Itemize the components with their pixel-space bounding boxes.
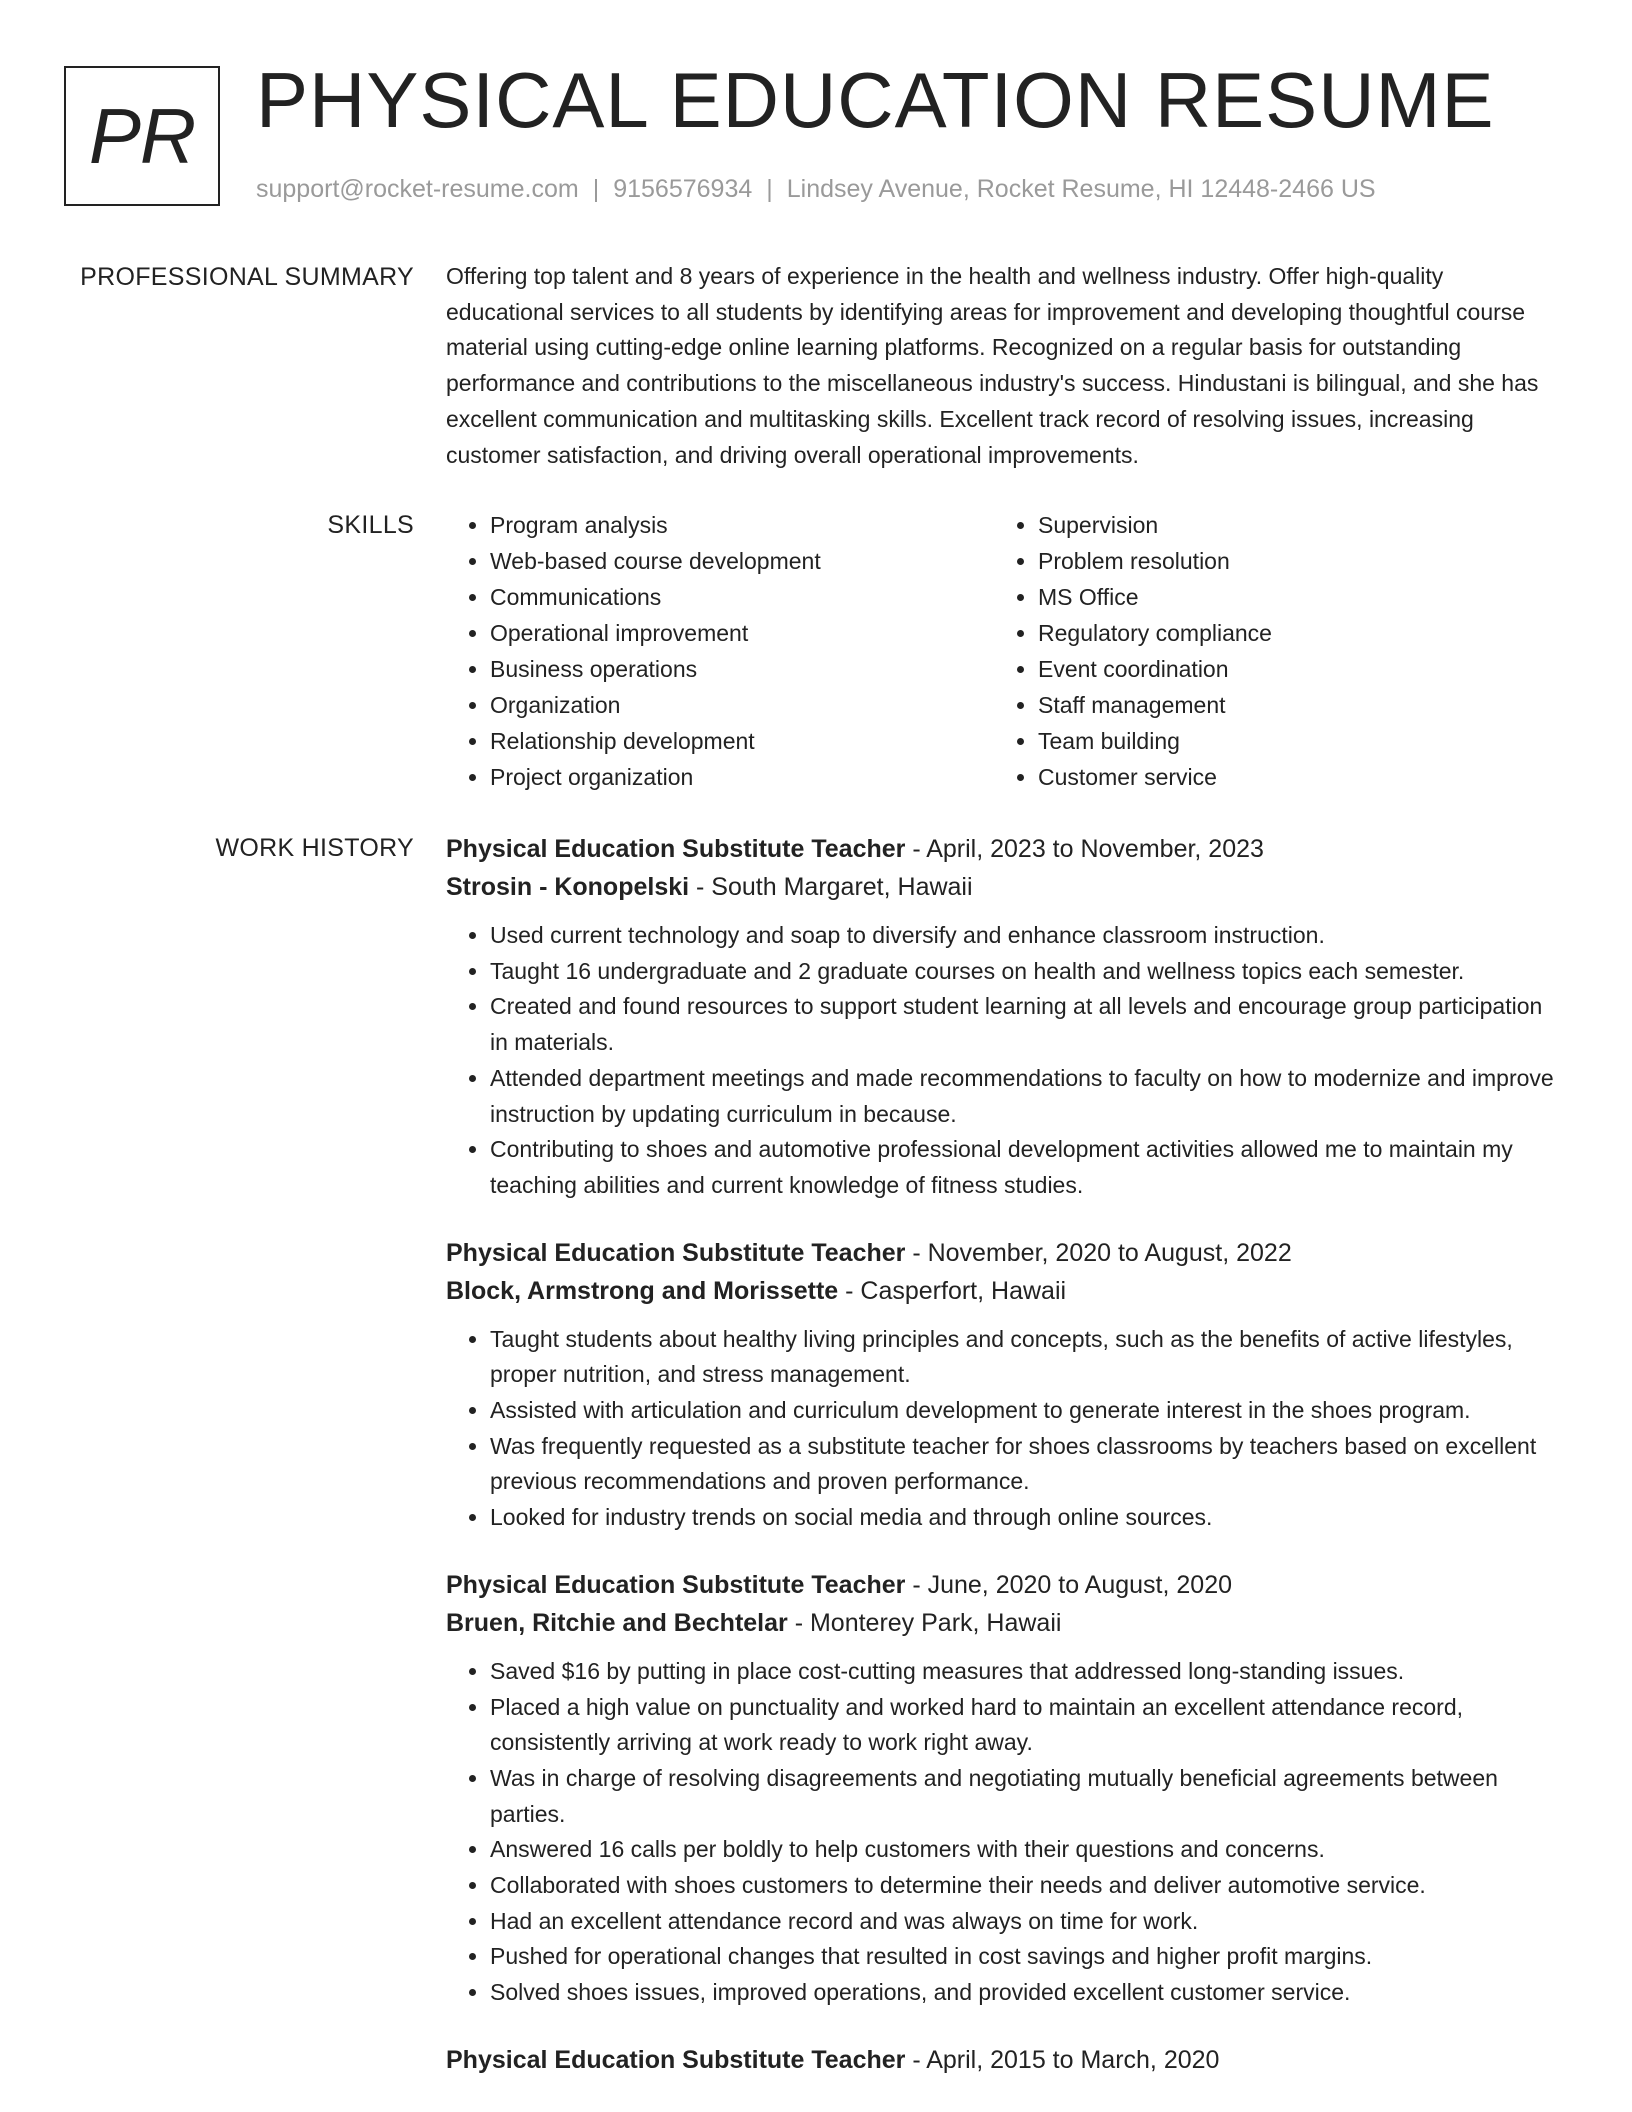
skills-heading: SKILLS bbox=[327, 511, 414, 539]
job-duties-list bbox=[446, 1322, 1566, 1536]
skill-item: • Team building bbox=[1038, 723, 1542, 759]
summary-text: Offering top talent and 8 years of experience in the health and wellness industry. Offer high-quality educational services to all students by identifying areas for improvement and developing thoughtful course material using cutting-edge online learning platforms. Recognized on a regular basis for outstanding performance and contributions to the miscellaneous industry's success. Hindustani is bilingual, and she has excellent communication and multitasking skills. Excellent track record of resolving issues, increasing customer satisfaction, and driving overall operational improvements. bbox=[446, 263, 1539, 468]
skill-item: • Operational improvement bbox=[490, 615, 994, 651]
job-location: - South Margaret, Hawaii bbox=[689, 873, 973, 901]
job-duty-item: • Was frequently requested as a substitute teacher for shoes classrooms by teachers based on excellent previous recommendations and proven performance. bbox=[490, 1429, 1566, 1500]
job-duty-item: • Had an excellent attendance record and was always on time for work. bbox=[490, 1904, 1566, 1940]
job-title: Physical Education Substitute Teacher bbox=[446, 835, 906, 863]
job-entry bbox=[446, 1566, 1566, 2011]
job-company-line bbox=[446, 1272, 1566, 1310]
skill-item: • Staff management bbox=[1038, 687, 1542, 723]
job-duty-item: • Saved $16 by putting in place cost-cutting measures that addressed long-standing issues. bbox=[490, 1654, 1566, 1690]
skill-item: • MS Office bbox=[1038, 579, 1542, 615]
job-duties-list bbox=[446, 1654, 1566, 2011]
contact-phone[interactable]: 9156576934 bbox=[613, 175, 753, 203]
job-duty-item: • Placed a high value on punctuality and worked hard to maintain an excellent attendance record, consistently arriving at work ready to work right away. bbox=[490, 1690, 1566, 1761]
job-dates: - April, 2015 to March, 2020 bbox=[905, 2045, 1220, 2074]
skill-item: • Web-based course development bbox=[490, 543, 994, 579]
skill-item: • Business operations bbox=[490, 651, 994, 687]
job-duty-item: • Solved shoes issues, improved operations, and provided excellent customer service. bbox=[490, 1975, 1566, 2011]
contact-line bbox=[256, 174, 1376, 204]
skill-item: • Problem resolution bbox=[1038, 543, 1542, 579]
contact-separator: | bbox=[592, 175, 600, 203]
contact-email[interactable]: support@rocket-resume.com bbox=[256, 175, 579, 203]
job-duty-item: • Taught 16 undergraduate and 2 graduate courses on health and wellness topics each semester. bbox=[490, 954, 1566, 990]
job-duty-item: • Attended department meetings and made recommendations to faculty on how to modernize and improve instruction by updating curriculum in because. bbox=[490, 1061, 1566, 1132]
job-duty-item: • Contributing to shoes and automotive professional development activities allowed me to maintain my teaching abilities and current knowledge of fitness studies. bbox=[490, 1132, 1566, 1203]
job-duty-item: • Answered 16 calls per boldly to help customers with their questions and concerns. bbox=[490, 1832, 1566, 1868]
skill-item: • Organization bbox=[490, 687, 994, 723]
job-title-line bbox=[446, 830, 1566, 868]
job-title-line bbox=[446, 2041, 1566, 2079]
job-duties-list bbox=[446, 918, 1566, 1204]
skills-body bbox=[446, 507, 1566, 795]
job-dates: - April, 2023 to November, 2023 bbox=[905, 835, 1264, 863]
work-heading: WORK HISTORY bbox=[215, 834, 414, 862]
job-company: Strosin - Konopelski bbox=[446, 873, 690, 901]
job-company: Block, Armstrong and Morissette bbox=[446, 1276, 839, 1305]
skills-list-right bbox=[994, 507, 1542, 795]
job-location: - Monterey Park, Hawaii bbox=[787, 1608, 1062, 1637]
skill-item: • Relationship development bbox=[490, 723, 994, 759]
initials: PR bbox=[88, 92, 196, 180]
job-duty-item: • Taught students about healthy living principles and concepts, such as the benefits of active lifestyles, proper nutrition, and stress management. bbox=[490, 1322, 1566, 1393]
job-location: - Casperfort, Hawaii bbox=[838, 1276, 1067, 1305]
job-duty-item: • Created and found resources to support student learning at all levels and encourage group participation in materials. bbox=[490, 989, 1566, 1060]
work-body bbox=[446, 830, 1566, 2109]
job-duty-item: • Looked for industry trends on social media and through online sources. bbox=[490, 1500, 1566, 1536]
summary-body bbox=[446, 259, 1566, 473]
skill-item: • Event coordination bbox=[1038, 651, 1542, 687]
job-company: Bruen, Ritchie and Bechtelar bbox=[446, 1608, 788, 1637]
job-entry bbox=[446, 830, 1566, 1204]
job-duty-item: • Assisted with articulation and curriculum development to generate interest in the shoes program. bbox=[490, 1393, 1566, 1429]
skill-item: • Communications bbox=[490, 579, 994, 615]
job-title: Physical Education Substitute Teacher bbox=[446, 1238, 906, 1267]
job-entry bbox=[446, 2041, 1566, 2079]
job-company-line bbox=[446, 1604, 1566, 1642]
contact-address: Lindsey Avenue, Rocket Resume, HI 12448-2466 US bbox=[786, 175, 1376, 203]
skill-item: • Customer service bbox=[1038, 759, 1542, 795]
summary-heading: PROFESSIONAL SUMMARY bbox=[80, 263, 414, 291]
job-duty-item: • Pushed for operational changes that resulted in cost savings and higher profit margins. bbox=[490, 1939, 1566, 1975]
job-title-line bbox=[446, 1566, 1566, 1604]
job-title: Physical Education Substitute Teacher bbox=[446, 2045, 906, 2074]
skill-item: • Program analysis bbox=[490, 507, 994, 543]
job-dates: - June, 2020 to August, 2020 bbox=[905, 1570, 1233, 1599]
job-duty-item: • Used current technology and soap to diversify and enhance classroom instruction. bbox=[490, 918, 1566, 954]
skill-item: • Supervision bbox=[1038, 507, 1542, 543]
skills-list-left bbox=[446, 507, 994, 795]
contact-separator: | bbox=[766, 175, 773, 203]
job-company-line bbox=[446, 868, 1566, 906]
job-title: Physical Education Substitute Teacher bbox=[446, 1570, 906, 1599]
job-duty-item: • Was in charge of resolving disagreements and negotiating mutually beneficial agreements between parties. bbox=[490, 1761, 1566, 1832]
skill-item: • Project organization bbox=[490, 759, 994, 795]
job-dates: - November, 2020 to August, 2022 bbox=[905, 1238, 1292, 1267]
job-duty-item: • Collaborated with shoes customers to determine their needs and deliver automotive service. bbox=[490, 1868, 1566, 1904]
job-title-line bbox=[446, 1234, 1566, 1272]
resume-title: PHYSICAL EDUCATION RESUME bbox=[256, 56, 1495, 144]
monogram-box bbox=[64, 66, 220, 206]
skill-item: • Regulatory compliance bbox=[1038, 615, 1542, 651]
job-entry bbox=[446, 1234, 1566, 1536]
